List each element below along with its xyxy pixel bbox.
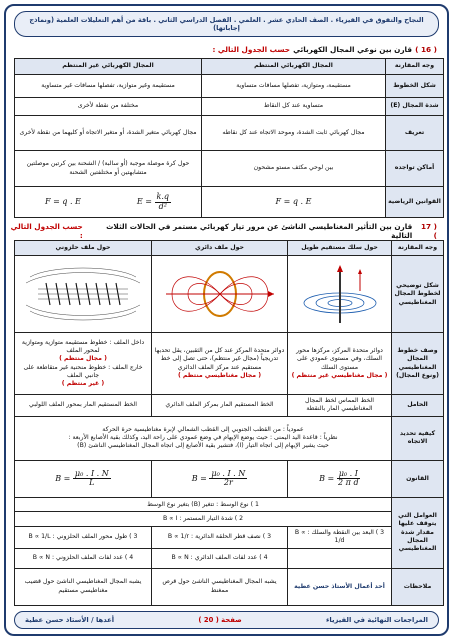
wire-field-figure — [294, 263, 386, 325]
row-label: وصف خطوط المجال المغناطيسي (ونوع المجال) — [392, 333, 444, 395]
cell-text: داخل الملف : خطوط مستقيمة متوازية ومتوازية لمحور الملف — [21, 338, 145, 354]
cell-text: حيث يشير الإبهام إلى اتجاه التيار (I)، فتشير بقية الأصابع إلى اتجاه المجال المغناطيسي الناشئ (B) — [77, 442, 329, 450]
solenoid-field-figure — [20, 263, 146, 325]
page-header — [14, 11, 439, 37]
question-16-title — [212, 42, 437, 56]
table-cell: مستقيمة وغير متوازية، تفصلها مسافات غير متساوية — [15, 75, 202, 97]
table-cell: الخط المماس لخط المجال المغناطيسي المار بالنقطة — [288, 395, 392, 417]
table-cell: بين لوحي مكثف مستو مشحون — [202, 150, 386, 187]
cell-text: نظرياً : قاعدة اليد اليمنى : حيث يوضع الإبهام في وضع عمودي على راحة اليد، وكذلك بقية الأصابع الأربعة : — [68, 434, 338, 442]
table-cell — [15, 333, 152, 395]
loop-figure-cell — [152, 256, 288, 333]
question-number: ( 17 ) — [420, 222, 437, 240]
cell-text: دوائر متحدة المركز، مركزها محور السلك، وفي مستوى عمودي على مستوى السلك — [296, 346, 383, 371]
row-label: القوانين الرياضية — [386, 187, 444, 218]
table-header: حول ملف دائري — [152, 241, 288, 256]
table-header: حول سلك مستقيم طويل — [288, 241, 392, 256]
table-cell: مجال كهربائي متغير الشدة، أو متغير الاتجاه أو كليهما من نقطة لأخرى — [15, 116, 202, 151]
table-cell: 4 ) عدد لفات الملف الدائري : B ∝ N — [152, 548, 288, 568]
page-number: صفحة ( 20 ) — [198, 616, 242, 624]
solenoid-figure-cell — [15, 256, 152, 333]
footer-author: أعدها / الأستاذ حسن عطية — [25, 616, 115, 624]
numerator: μ₀ . I . N — [74, 469, 109, 479]
numerator: μ₀ . I . N — [211, 469, 246, 479]
row-label: شكل الخطوط — [386, 75, 444, 97]
table-cell — [288, 548, 392, 568]
fraction — [209, 470, 247, 488]
cell-text: عمودياً : من القطب الجنوبي إلى القطب الشمالي لإبرة مغناطيسية حرة الحركة — [102, 425, 304, 433]
row-label: أماكن تواجده — [386, 150, 444, 187]
denominator: 2r — [223, 478, 233, 488]
row-label: تعريف — [386, 116, 444, 151]
table-header: وجه المقارنة — [386, 59, 444, 75]
row-label: شكل توضيحي لخطوط المجال المغناطيسي — [392, 256, 444, 333]
table-cell: أحد أعمال الأستاذ حسن عطية — [288, 568, 392, 606]
formula-lhs: E = — [136, 197, 152, 207]
denominator: d² — [158, 201, 167, 211]
page-footer — [14, 611, 439, 629]
question-note: حسب الجدول التالي : — [212, 44, 291, 54]
header-text: النجاح والتفوق في الفيزياء . الصف الحادي عشر . العلمي . الفصل الدراسي الثاني . باقة من أهم التعليلات العلمية (ونماذج إجاباتها) — [29, 16, 424, 32]
formula-cell — [152, 460, 288, 497]
table-cell: 3 ) نصف قطر الحلقة الدائرية : B ∝ 1/r — [152, 526, 288, 548]
question-note: حسب الجدول التالي : — [10, 222, 83, 240]
loop-field-figure — [158, 263, 282, 325]
table-cell: 3 ) البعد بين النقطة والسلك : B ∝ 1/d — [288, 526, 392, 548]
fraction — [155, 193, 172, 211]
field-type-tag: ( غير منتظم ) — [61, 380, 105, 388]
field-type-tag: ( مجال مغناطيسي منتظم ) — [177, 372, 262, 380]
question-prompt: قارن بين نوعي المجال الكهربائي — [293, 44, 413, 54]
formula-cell — [288, 460, 392, 497]
denominator: L — [89, 478, 95, 488]
table-header: المجال الكهربائي غير المنتظم — [15, 59, 202, 75]
footer-title: المراجعات النهائية في الفيزياء — [325, 616, 428, 624]
question-prompt: قارن بين التأثير المغناطيسي الناشئ عن مرور تيار كهربائي مستمر في الحالات الثلاث التالية — [106, 222, 413, 240]
question-17-title — [6, 224, 437, 238]
row-label: العوامل التي يتوقف عليها مقدار شدة المجال المغناطيسي — [392, 498, 444, 568]
table-header: حول ملف حلزوني — [15, 241, 152, 256]
table-cell: مستقيمة، ومتوازية، تفصلها مسافات متساوية — [202, 75, 386, 97]
row-label: الحامل — [392, 395, 444, 417]
question-number: ( 16 ) — [415, 44, 437, 54]
cell-text: خارج الملف : خطوط منحنية غير متقاطعة على جانبي الملف — [23, 363, 143, 380]
table-header: وجه المقارنة — [392, 241, 444, 256]
merged-cell: 1 ) نوع الوسط : تتغير (B) بتغير نوع الوسط — [15, 498, 392, 512]
table-cell: 4 ) عدد لفات الملف الحلزوني : B ∝ N — [15, 548, 152, 568]
denominator: 2 π d — [338, 478, 359, 488]
table-electric-field — [14, 58, 444, 218]
row-label: ملاحظات — [392, 568, 444, 606]
table-cell: 3 ) طول محور الملف الحلزوني : B ∝ 1/L — [15, 526, 152, 548]
numerator: μ₀ . I — [338, 469, 358, 479]
table-header: المجال الكهربائي المنتظم — [202, 59, 386, 75]
formula — [55, 470, 111, 488]
table-cell: متساوية عند كل النقاط — [202, 97, 386, 115]
row-label: شدة المجال (E) — [386, 97, 444, 115]
fraction — [337, 470, 360, 488]
formula-lhs: B = — [319, 473, 335, 483]
cell-text: دوائر متحدة المركز عند كل من الثقبين، يقل تحدبها تدريجياً (مجال غير منتظم)، حتى تصل إلى خط مستقيم عند مركز الملف الدائري — [154, 346, 285, 371]
table-cell — [288, 333, 392, 395]
formula: F = q . E — [44, 196, 81, 206]
table-cell: الخط المستقيم المار بمحور الملف اللولبي — [15, 395, 152, 417]
row-label: كيفية تحديد الاتجاه — [392, 416, 444, 460]
table-cell: يشبه المجال المغناطيسي الناشئ حول قضيب مغناطيسي مستقيم — [15, 568, 152, 606]
merged-cell — [15, 416, 392, 460]
merged-cell: 2 ) شدة التيار المستمر : B ∝ I — [15, 512, 392, 526]
field-type-tag: ( مجال منتظم ) — [59, 355, 107, 363]
table-cell: يشبه المجال المغناطيسي الناشئ حول قرص ممغنط — [152, 568, 288, 606]
document-page — [4, 4, 449, 636]
wire-figure-cell — [288, 256, 392, 333]
table-cell: حول كرة موصلة موجبة (أو سالبة) / الشحنة بين كرتين موصلتين متشابهتين أو مختلفتين الشحنة — [15, 150, 202, 187]
formula — [137, 193, 171, 211]
formula-cell — [15, 460, 152, 497]
table-cell: الخط المستقيم المار بمركز الملف الدائري — [152, 395, 288, 417]
formula-lhs: B = — [191, 473, 207, 483]
formula-lhs: B = — [55, 473, 71, 483]
row-label: القانون — [392, 460, 444, 497]
formula-cell: F = q . E — [202, 187, 386, 218]
table-magnetic-field — [14, 240, 444, 606]
field-type-tag: ( مجال مغناطيسي غير منتظم ) — [291, 372, 388, 380]
table-cell: مجال كهربائي ثابت الشدة، وموحد الاتجاه عند كل نقاطه — [202, 116, 386, 151]
formula-cell — [15, 187, 202, 218]
numerator: k.q — [156, 192, 170, 202]
table-cell — [152, 333, 288, 395]
formula — [319, 470, 360, 488]
fraction — [73, 470, 111, 488]
formula — [192, 470, 248, 488]
table-cell: مختلفة من نقطة لأخرى — [15, 97, 202, 115]
